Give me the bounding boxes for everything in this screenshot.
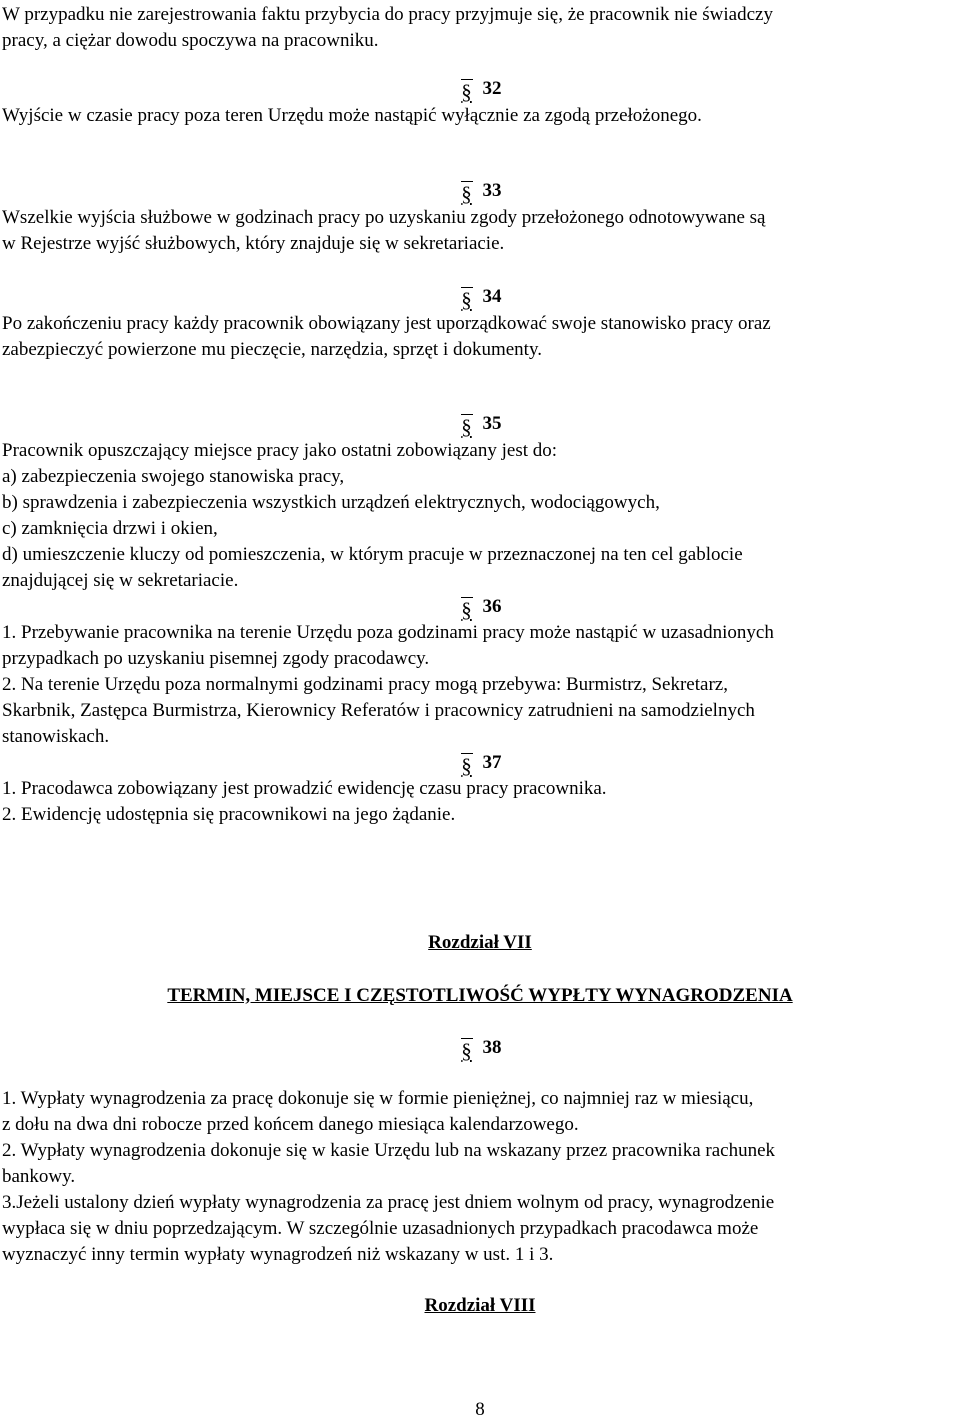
- section-number: 38: [482, 1037, 502, 1058]
- section-38-text: [2, 1086, 958, 1268]
- section-sign-icon: [459, 1036, 475, 1060]
- section-36-text: [2, 620, 958, 750]
- section-number: 35: [482, 413, 502, 434]
- section-36-heading: [0, 595, 960, 619]
- text-line: znajdującej się w sekretariacie.: [2, 570, 239, 591]
- text-line: z dołu na dwa dni robocze przed końcem danego miesiąca kalendarzowego.: [2, 1114, 579, 1135]
- section-33-heading: [0, 179, 960, 203]
- section-sign-icon: [459, 412, 475, 436]
- text-line: Skarbnik, Zastępca Burmistrza, Kierownicy Referatów i pracownicy zatrudnieni na samodzielnych: [2, 700, 755, 721]
- chapter-7-subtitle: [0, 984, 960, 1008]
- text-line: zabezpieczyć powierzone mu pieczęcie, narzędzia, sprzęt i dokumenty.: [2, 339, 542, 360]
- chapter-title-text: Rozdział VIII: [424, 1295, 536, 1316]
- section-sign-icon: [459, 285, 475, 309]
- intro-paragraph: [2, 2, 958, 54]
- section-34-heading: [0, 285, 960, 309]
- section-37-heading: [0, 751, 960, 775]
- text-line: 1. Pracodawca zobowiązany jest prowadzić ewidencję czasu pracy pracownika.: [2, 778, 607, 799]
- text-line: 2. Wypłaty wynagrodzenia dokonuje się w kasie Urzędu lub na wskazany przez pracownika rachunek: [2, 1140, 775, 1161]
- chapter-title-text: Rozdział VII: [428, 932, 532, 953]
- text-line: Po zakończeniu pracy każdy pracownik obowiązany jest uporządkować swoje stanowisko pracy oraz: [2, 313, 771, 334]
- text-line: wyznaczyć inny termin wypłaty wynagrodzeń niż wskazany w ust. 1 i 3.: [2, 1244, 554, 1265]
- text-line: 3.Jeżeli ustalony dzień wypłaty wynagrodzenia za pracę jest dniem wolnym od pracy, wynagrodzenie: [2, 1192, 775, 1213]
- section-sign-icon: [459, 77, 475, 101]
- text-line: 2. Ewidencję udostępnia się pracownikowi na jego żądanie.: [2, 804, 456, 825]
- section-number: 34: [482, 286, 502, 307]
- list-item: a) zabezpieczenia swojego stanowiska pracy,: [2, 466, 345, 487]
- section-35-text: [2, 438, 958, 594]
- text-line: bankowy.: [2, 1166, 76, 1187]
- chapter-8-title: [0, 1294, 960, 1318]
- text-line: wypłaca się w dniu poprzedzającym. W szczególnie uzasadnionych przypadkach pracodawca może: [2, 1218, 759, 1239]
- section-sign-icon: [459, 751, 475, 775]
- text-line: przypadkach po uzyskaniu pisemnej zgody pracodawcy.: [2, 648, 430, 669]
- list-item: c) zamknięcia drzwi i okien,: [2, 518, 218, 539]
- section-sign-icon: [459, 179, 475, 203]
- section-number: 32: [482, 78, 502, 99]
- text-line: 1. Wypłaty wynagrodzenia za pracę dokonuje się w formie pieniężnej, co najmniej raz w miesiącu,: [2, 1088, 754, 1109]
- chapter-subtitle-text: TERMIN, MIEJSCE I CZĘSTOTLIWOŚĆ WYPŁTY WYNAGRODZENIA: [167, 985, 793, 1006]
- section-38-heading: [0, 1036, 960, 1060]
- text-line: 1. Przebywanie pracownika na terenie Urzędu poza godzinami pracy może nastąpić w uzasadnionych: [2, 622, 774, 643]
- chapter-7-title: [0, 931, 960, 955]
- section-32-text: [2, 103, 958, 129]
- list-item: b) sprawdzenia i zabezpieczenia wszystkich urządzeń elektrycznych, wodociągowych,: [2, 492, 660, 513]
- text-line: Pracownik opuszczający miejsce pracy jako ostatni zobowiązany jest do:: [2, 440, 558, 461]
- section-number: 33: [482, 180, 502, 201]
- section-37-text: [2, 776, 958, 828]
- section-number: 36: [482, 596, 502, 617]
- page-number: 8: [475, 1399, 485, 1420]
- text-line: Wyjście w czasie pracy poza teren Urzędu może nastąpić wyłącznie za zgodą przełożonego.: [2, 105, 702, 126]
- section-33-text: [2, 205, 958, 257]
- text-line: 2. Na terenie Urzędu poza normalnymi godzinami pracy mogą przebywa: Burmistrz, Sekretarz,: [2, 674, 728, 695]
- section-number: 37: [482, 752, 502, 773]
- text-line: Wszelkie wyjścia służbowe w godzinach pracy po uzyskaniu zgody przełożonego odnotowywane są: [2, 207, 766, 228]
- section-sign-icon: [459, 595, 475, 619]
- text-line: pracy, a ciężar dowodu spoczywa na pracowniku.: [2, 30, 379, 51]
- section-32-heading: [0, 77, 960, 101]
- text-line: stanowiskach.: [2, 726, 110, 747]
- section-35-heading: [0, 412, 960, 436]
- text-line: W przypadku nie zarejestrowania faktu przybycia do pracy przyjmuje się, że pracownik nie świadczy: [2, 4, 773, 25]
- list-item: d) umieszczenie kluczy od pomieszczenia, w którym pracuje w przeznaczonej na ten cel gablocie: [2, 544, 743, 565]
- text-line: w Rejestrze wyjść służbowych, który znajduje się w sekretariacie.: [2, 233, 505, 254]
- section-34-text: [2, 311, 958, 363]
